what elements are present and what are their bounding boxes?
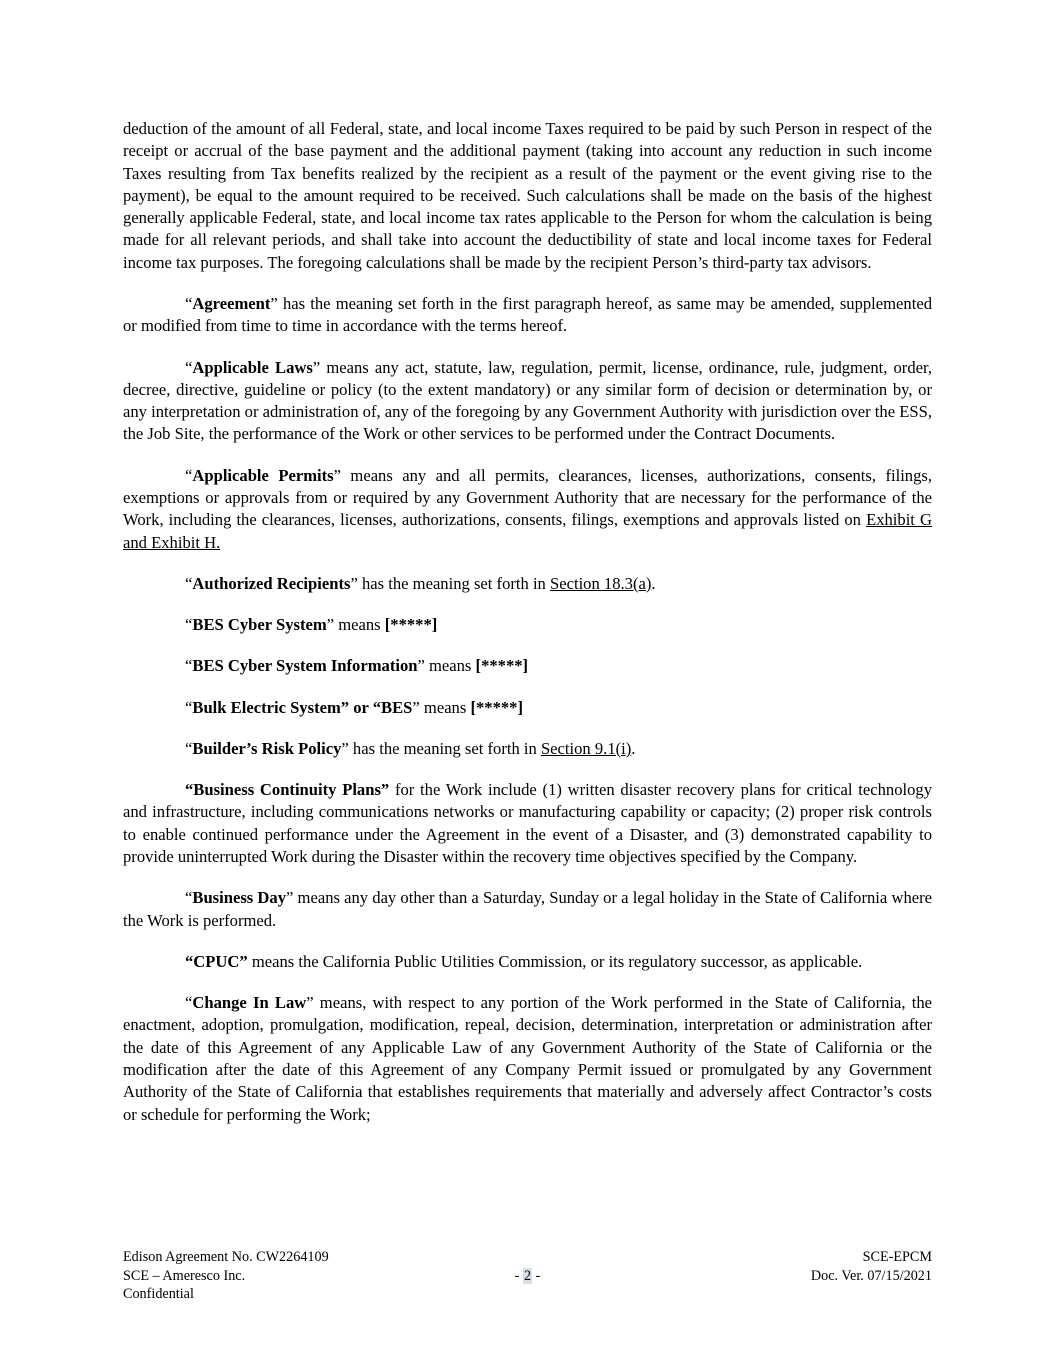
text-run: ” has the meaning set forth in the first paragraph hereof, as same may be amended, supplemented or modified from time to time in accordance with the terms hereof. [123,293,932,336]
defined-term-text: [*****] [470,697,524,717]
footer-left-line: Edison Agreement No. CW2264109 [123,1249,329,1265]
defined-term-text: Change In Law [192,993,307,1013]
text-run: . [631,738,636,758]
text-run: “ [185,293,193,313]
text-run: ” means [412,697,471,717]
defined-term-text: “Business Continuity Plans” [185,780,390,800]
footer-right-line: SCE-EPCM [862,1249,932,1265]
text-run: ” has the meaning set forth in [350,573,550,593]
defined-term-text: Applicable Laws [192,357,313,377]
text-run: “ [185,697,193,717]
footer-right-block [811,1248,932,1285]
text-run: ” means any day other than a Saturday, Sunday or a legal holiday in the State of California where the Work is performed. [123,888,932,930]
defined-term-text: Business Day [192,888,287,908]
footer-right-line: Doc. Ver. 07/15/2021 [810,1267,932,1284]
document-body [123,118,932,1145]
body-paragraph [123,118,932,274]
footer-left-line: Confidential [123,1286,194,1303]
body-paragraph [123,293,932,338]
defined-term-text: [*****] [475,656,529,676]
page-number-suffix: - [532,1267,541,1284]
footer-left-line: SCE – Ameresco Inc. [123,1267,246,1284]
body-paragraph [123,614,932,636]
body-paragraph [123,573,932,595]
defined-term-text: Applicable Permits [192,465,334,485]
body-paragraph [123,887,932,932]
body-paragraph [123,697,932,719]
text-run: “ [185,888,193,908]
cross-reference-text: Exhibit G and Exhibit H. [123,510,932,552]
cross-reference-text: Section 18.3(a) [550,573,652,593]
defined-term-text: BES Cyber System Information [192,656,418,676]
page-footer [123,1248,932,1318]
text-run: ” means, with respect to any portion of the Work performed in the State of California, the enactment, adoption, promulgation, modification, repeal, decision, determination, interpretation or administration after the date of this Agreement of any Applicable Law of any Government Authority of the State of California or the modification after the date of this Agreement of any Company Permit issued or promulgated by any Government Authority of the State of California that establishes requirements that materially and adversely affect Contractor’s costs or schedule for performing the Work; [123,993,933,1124]
body-paragraph [123,779,932,868]
text-run: “ [185,738,193,758]
text-run: ” means [326,615,385,635]
text-run: “ [185,573,193,593]
text-run: deduction of the amount of all Federal, state, and local income Taxes required to be paid by such Person in respect of the receipt or accrual of the base payment and the additional payment (taking into account any reduction in such income Taxes resulting from Tax benefits realized by the recipient as a result of the payment or the event giving rise to the payment), be equal to the amount required to be received. Such calculations shall be made on the basis of the highest generally applicable Federal, state, and local income tax rates applicable to the Person for whom the calculation is being made for all relevant periods, and shall take into account the deductibility of state and local income taxes for Federal income tax purposes. The foregoing calculations shall be made by the recipient Person’s third-party tax advisors. [123,119,932,272]
text-run: for the Work include (1) written disaster recovery plans for critical technology and infrastructure, including communications networks or manufacturing capability or capacity; (2) proper risk controls to enable continued performance under the Agreement in the event of a Disaster, and (3) demonstrated capability to provide uninterrupted Work during the Disaster within the recovery time objectives specified by the Company. [123,780,932,867]
text-run: ” means any act, statute, law, regulation, permit, license, ordinance, rule, judgment, order, decree, directive, guideline or policy (to the extent mandatory) or any similar form of decision or determination by, or any interpretation or administration of, any of the foregoing by any Government Authority with jurisdiction over the ESS, the Job Site, the performance of the Work or other services to be performed under the Contract Documents. [123,357,933,444]
text-run: “ [185,357,193,377]
page-number-field: 2 [523,1267,532,1284]
text-run: ” means [417,656,476,676]
defined-term-text: [*****] [384,615,438,635]
text-run: means the California Public Utilities Commission, or its regulatory successor, as applicable. [247,951,863,971]
body-paragraph [123,992,932,1126]
body-paragraph [123,465,932,554]
text-run: “ [185,465,193,485]
text-run: “ [185,993,193,1013]
text-run: “ [185,615,193,635]
text-run: . [651,573,656,593]
body-paragraph [123,951,932,973]
defined-term-text: Agreement [192,293,271,313]
defined-term-text: BES Cyber System [192,615,327,635]
defined-term-text: Builder’s Risk Policy [192,738,342,758]
body-paragraph [123,738,932,760]
text-run: ” means any and all permits, clearances, licenses, authorizations, consents, filings, exemptions or approvals from or required by any Government Authority that are necessary for the performance of the Work, including the clearances, licenses, authorizations, consents, filings, exemptions and approvals listed on [123,465,932,530]
text-run: “ [185,656,193,676]
defined-term-text: “CPUC” [185,951,248,971]
text-run: ” has the meaning set forth in [341,738,541,758]
defined-term-text: Authorized Recipients [192,573,351,593]
defined-term-text: Bulk Electric System” or “BES [192,697,413,717]
cross-reference-text: Section 9.1(i) [540,738,632,758]
page-number-prefix: - [514,1267,523,1284]
body-paragraph [123,655,932,677]
body-paragraph [123,357,932,446]
